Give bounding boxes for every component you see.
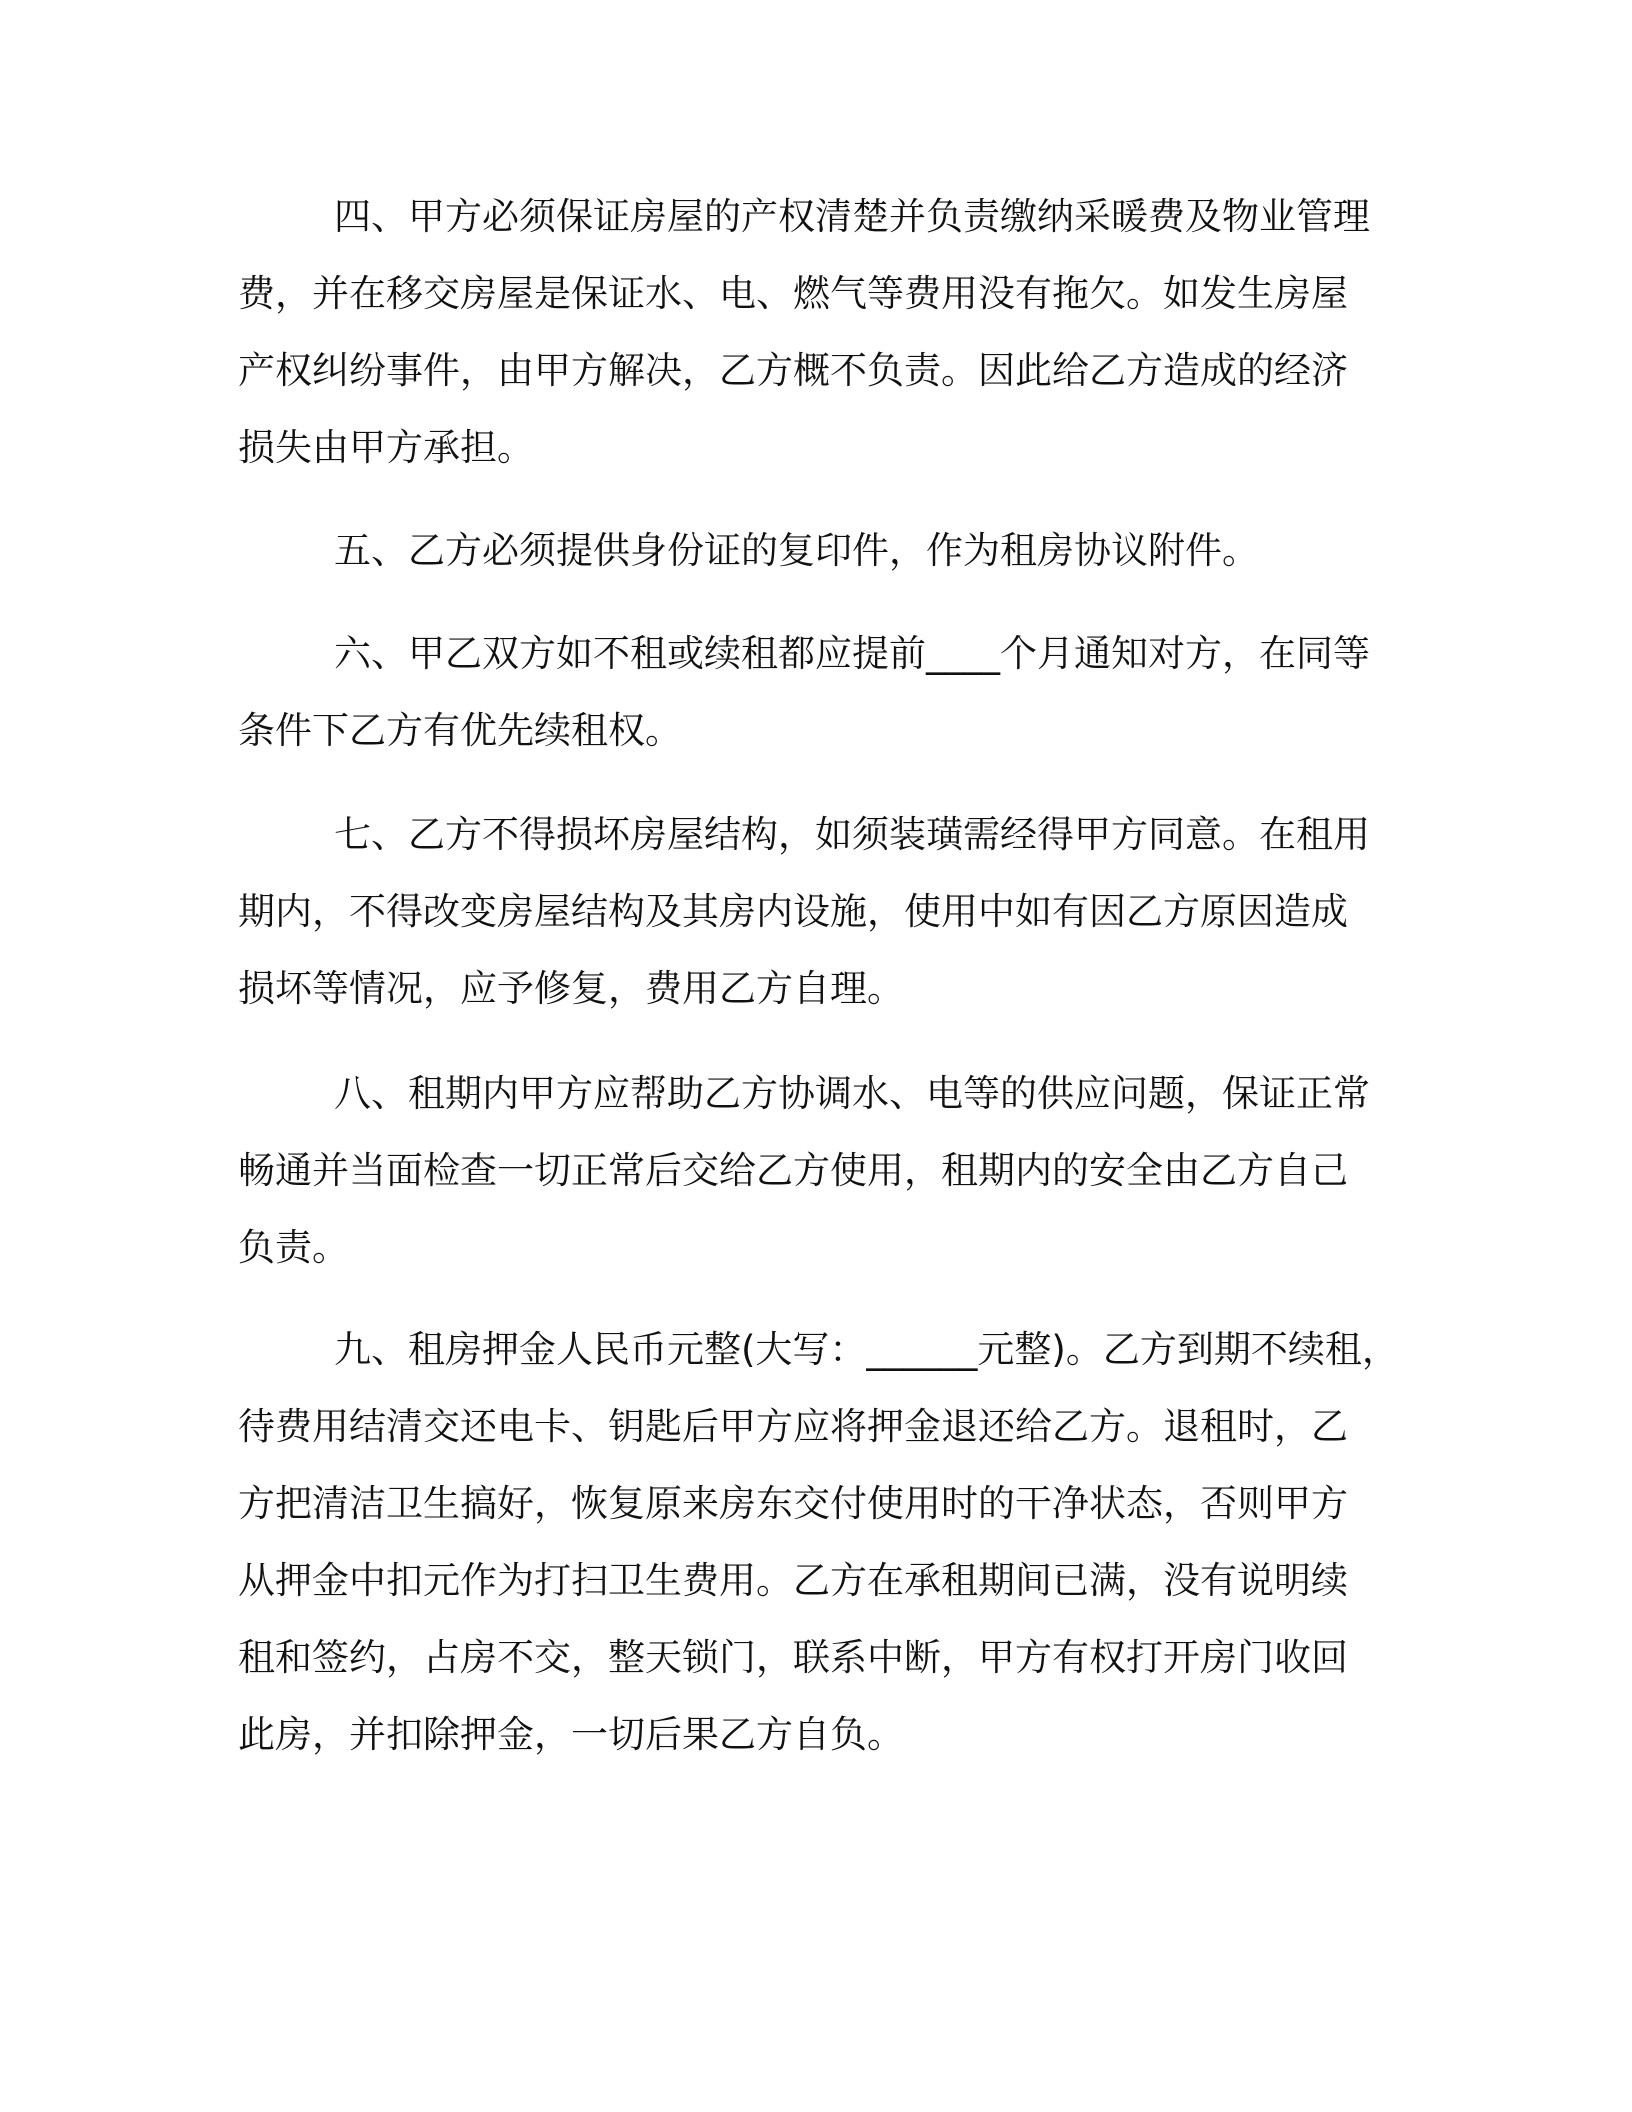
clause-line: 九、租房押金人民币元整(大写：______元整)。乙方到期不续租， xyxy=(334,1328,1399,1371)
clause-9 xyxy=(238,1311,1408,1773)
clause-line: 期内，不得改变房屋结构及其房内设施，使用中如有因乙方原因造成 xyxy=(238,890,1348,933)
clause-line: 租和签约，占房不交，整天锁门，联系中断，甲方有权打开房门收回 xyxy=(238,1636,1348,1679)
clause-line: 五、乙方必须提供身份证的复印件，作为租房协议附件。 xyxy=(334,529,1259,572)
clause-line: 待费用结清交还电卡、钥匙后甲方应将押金退还给乙方。退租时，乙 xyxy=(238,1405,1348,1448)
clause-line: 损失由甲方承担。 xyxy=(238,426,534,469)
clause-line: 产权纠纷事件，由甲方解决，乙方概不负责。因此给乙方造成的经济 xyxy=(238,349,1348,392)
clause-line: 方把清洁卫生搞好，恢复原来房东交付使用时的干净状态，否则甲方 xyxy=(238,1482,1348,1525)
clause-line: 条件下乙方有优先续租权。 xyxy=(238,709,682,752)
clause-4 xyxy=(238,178,1408,486)
clause-line: 八、租期内甲方应帮助乙方协调水、电等的供应问题，保证正常 xyxy=(334,1072,1370,1115)
clause-line: 从押金中扣元作为打扫卫生费用。乙方在承租期间已满，没有说明续 xyxy=(238,1559,1348,1602)
clause-line: 畅通并当面检查一切正常后交给乙方使用，租期内的安全由乙方自己 xyxy=(238,1149,1348,1192)
clause-5 xyxy=(238,512,1408,589)
clause-7 xyxy=(238,796,1408,1027)
clause-line: 费，并在移交房屋是保证水、电、燃气等费用没有拖欠。如发生房屋 xyxy=(238,272,1348,315)
clause-line: 此房，并扣除押金，一切后果乙方自负。 xyxy=(238,1713,904,1756)
clause-line: 四、甲方必须保证房屋的产权清楚并负责缴纳采暖费及物业管理 xyxy=(334,195,1370,238)
clause-8 xyxy=(238,1055,1408,1286)
clause-line: 负责。 xyxy=(238,1226,349,1269)
clause-line: 六、甲乙双方如不租或续租都应提前____个月通知对方，在同等 xyxy=(334,632,1370,675)
clause-line: 损坏等情况，应予修复，费用乙方自理。 xyxy=(238,967,904,1010)
clause-line: 七、乙方不得损坏房屋结构，如须装璜需经得甲方同意。在租用 xyxy=(334,813,1370,856)
clause-6 xyxy=(238,615,1408,769)
